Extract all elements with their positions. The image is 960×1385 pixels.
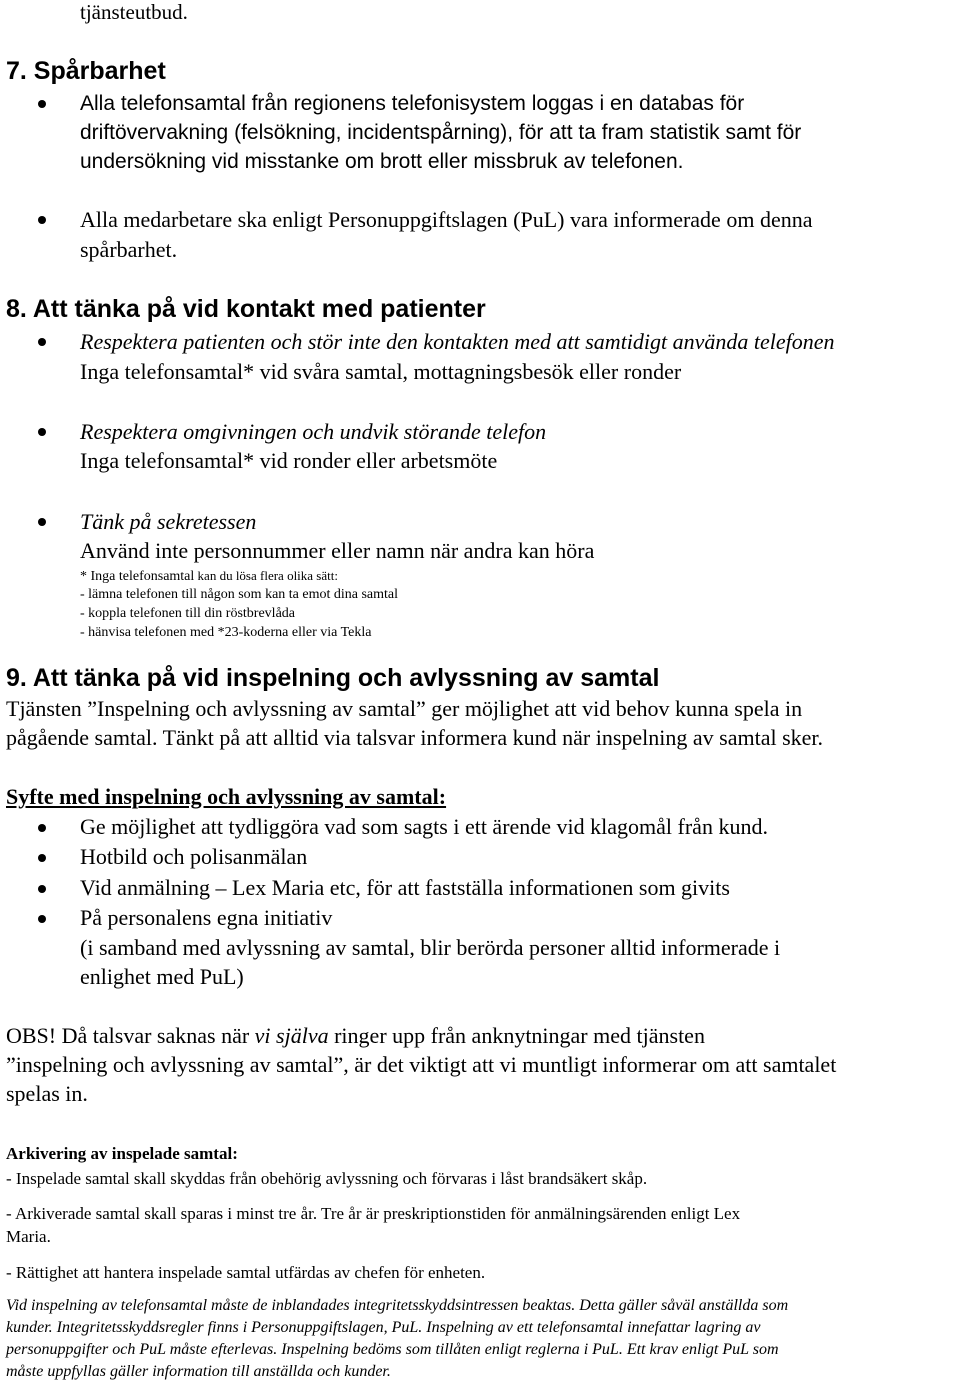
purpose-item-2: Hotbild och polisanmälan bbox=[80, 844, 308, 869]
section-9-heading: 9. Att tänka på vid inspelning och avlyssning av samtal bbox=[6, 664, 660, 692]
purpose-item-4-line-1: På personalens egna initiativ bbox=[80, 905, 333, 930]
s8-note-line-3: - koppla telefonen till din röstbrevlåda bbox=[80, 606, 295, 621]
archive-item-1: - Inspelade samtal skall skyddas från obehörig avlyssning och förvaras i låst brandsäkert skåp. bbox=[6, 1169, 648, 1188]
purpose-item-3: Vid anmälning – Lex Maria etc, för att fastställa informationen som givits bbox=[80, 875, 730, 900]
s9-intro-line-2: pågående samtal. Tänkt på att alltid via talsvar informera kund när inspelning av samtal sker. bbox=[6, 725, 824, 750]
s7-bullet-1-line-2: driftövervakning (felsökning, incidentspårning), för att ta fram statistik samt för bbox=[80, 121, 802, 144]
footnote-line-4: måste uppfyllas gäller information till anställda och kunder. bbox=[6, 1363, 391, 1380]
s7-bullet-1-line-3: undersökning vid misstanke om brott eller missbruk av telefonen. bbox=[80, 150, 684, 173]
bullet-icon bbox=[38, 518, 46, 526]
s8-bullet-3-italic: Tänk på sekretessen bbox=[80, 509, 257, 534]
bullet-icon bbox=[38, 854, 46, 862]
purpose-item-1: Ge möjlighet att tydliggöra vad som sagts i ett ärende vid klagomål från kund. bbox=[80, 814, 768, 839]
bullet-icon bbox=[38, 338, 46, 346]
obs-rest: ringer upp från anknytningar med tjänsten bbox=[328, 1023, 705, 1048]
purpose-heading: Syfte med inspelning och avlyssning av samtal: bbox=[6, 784, 447, 809]
archive-item-2-line-1: - Arkiverade samtal skall sparas i minst tre år. Tre år är preskriptionstiden för anmälningsärenden enligt Lex bbox=[6, 1204, 741, 1223]
footnote-line-1: Vid inspelning av telefonsamtal måste de inblandades integritetsskyddsintressen beaktas. Detta gäller såväl anställda som bbox=[6, 1297, 789, 1314]
previous-page-fragment: tjänsteutbud. bbox=[80, 0, 188, 24]
note-rest: kan du lösa flera olika sätt: bbox=[194, 568, 338, 583]
obs-line-2: ”inspelning och avlyssning av samtal”, är det viktigt att vi muntligt informerar om att samtalet bbox=[6, 1052, 837, 1077]
bullet-icon bbox=[38, 915, 46, 923]
s8-bullet-2-normal: Inga telefonsamtal* vid ronder eller arbetsmöte bbox=[80, 448, 498, 473]
bullet-icon bbox=[38, 100, 46, 108]
s8-bullet-3-normal: Använd inte personnummer eller namn när andra kan höra bbox=[80, 538, 595, 563]
s8-note-line-4: - hänvisa telefonen med *23-koderna eller via Tekla bbox=[80, 625, 372, 640]
purpose-item-4-line-3: enlighet med PuL) bbox=[80, 964, 244, 989]
bullet-icon bbox=[38, 824, 46, 832]
s7-bullet-1-line-1: Alla telefonsamtal från regionens telefonisystem loggas i en databas för bbox=[80, 92, 745, 115]
s7-bullet-2-line-2: spårbarhet. bbox=[80, 237, 178, 262]
s8-bullet-2-italic: Respektera omgivningen och undvik störande telefon bbox=[80, 419, 547, 444]
s8-note-line-1 bbox=[80, 566, 338, 587]
obs-line-1 bbox=[6, 1021, 705, 1051]
s8-note-line-2: - lämna telefonen till någon som kan ta emot dina samtal bbox=[80, 587, 399, 602]
note-lead: * Inga telefonsamtal bbox=[80, 569, 195, 584]
section-8-heading: 8. Att tänka på vid kontakt med patienter bbox=[6, 295, 486, 323]
bullet-icon bbox=[38, 885, 46, 893]
s9-intro-line-1: Tjänsten ”Inspelning och avlyssning av samtal” ger möjlighet att vid behov kunna spela in bbox=[6, 696, 803, 721]
archive-heading: Arkivering av inspelade samtal: bbox=[6, 1144, 238, 1163]
archive-item-3: - Rättighet att hantera inspelade samtal utfärdas av chefen för enheten. bbox=[6, 1263, 486, 1282]
s8-bullet-1-italic: Respektera patienten och stör inte den kontakten med att samtidigt använda telefonen bbox=[80, 329, 835, 354]
section-7-heading: 7. Spårbarhet bbox=[6, 57, 166, 85]
obs-line-3: spelas in. bbox=[6, 1081, 88, 1106]
purpose-item-4-line-2: (i samband med avlyssning av samtal, blir berörda personer alltid informerade i bbox=[80, 935, 781, 960]
archive-item-2-line-2: Maria. bbox=[6, 1227, 51, 1246]
bullet-icon bbox=[38, 428, 46, 436]
obs-lead: OBS! Då talsvar saknas när bbox=[6, 1023, 255, 1048]
obs-emphasis: vi själva bbox=[254, 1023, 329, 1048]
s7-bullet-2-line-1: Alla medarbetare ska enligt Personuppgiftslagen (PuL) vara informerade om denna bbox=[80, 207, 813, 232]
footnote-line-3: personuppgifter och PuL måste efterlevas. Inspelning bedöms som tillåten enligt reglerna i PuL. Ett krav enligt PuL som bbox=[6, 1341, 779, 1358]
footnote-line-2: kunder. Integritetsskyddsregler finns i Personuppgiftslagen, PuL. Inspelning av ett telefonsamtal innefattar lagring av bbox=[6, 1319, 761, 1336]
bullet-icon bbox=[38, 216, 46, 224]
s8-bullet-1-normal: Inga telefonsamtal* vid svåra samtal, mottagningsbesök eller ronder bbox=[80, 359, 682, 384]
